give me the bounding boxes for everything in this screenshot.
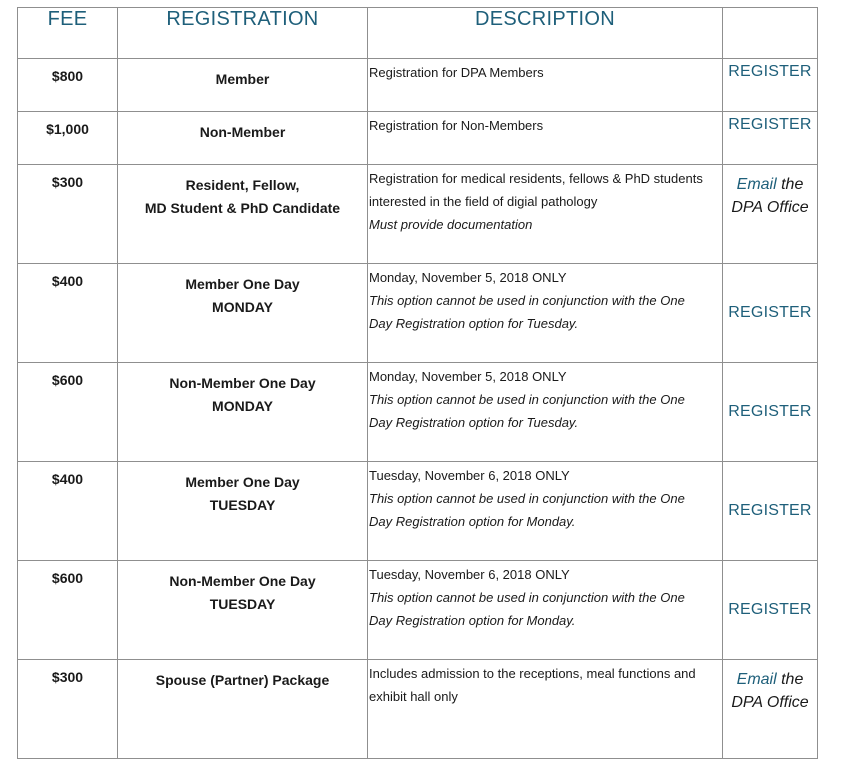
registration-type-line: Non-Member One Day xyxy=(169,573,316,589)
table-row xyxy=(18,59,818,112)
description-line: Tuesday, November 6, 2018 ONLY xyxy=(369,567,570,582)
registration-type-line: Spouse (Partner) Package xyxy=(155,672,330,688)
email-office: DPA Office xyxy=(731,694,809,711)
description-line: Registration for medical residents, fellows & PhD students xyxy=(369,171,703,186)
register-link[interactable]: REGISTER xyxy=(728,63,812,80)
register-link[interactable]: REGISTER xyxy=(728,116,812,133)
description-note: Day Registration option for Monday. xyxy=(369,613,576,628)
description-note: Must provide documentation xyxy=(369,217,533,232)
description-note: This option cannot be used in conjunction with the One xyxy=(369,293,685,308)
header-action xyxy=(723,8,818,59)
fee-cell: $400 xyxy=(18,264,118,363)
email-contact xyxy=(723,664,817,714)
table-row xyxy=(18,165,818,264)
registration-type-line: Resident, Fellow, xyxy=(185,177,300,193)
fee-cell: $600 xyxy=(18,561,118,660)
email-text: the xyxy=(776,671,804,688)
action-cell xyxy=(723,59,818,112)
table-row xyxy=(18,363,818,462)
registration-type-cell xyxy=(118,462,368,561)
action-cell xyxy=(723,660,818,759)
description-line: exhibit hall only xyxy=(369,689,458,704)
action-cell xyxy=(723,165,818,264)
description-line: Includes admission to the receptions, meal functions and xyxy=(369,666,696,681)
fee-cell: $300 xyxy=(18,165,118,264)
description-line: Registration for Non-Members xyxy=(369,118,544,133)
email-link[interactable]: Email xyxy=(736,176,777,193)
registration-type-cell xyxy=(118,59,368,112)
table-row xyxy=(18,264,818,363)
header-registration: REGISTRATION xyxy=(118,8,368,59)
description-note: This option cannot be used in conjunction with the One xyxy=(369,590,685,605)
registration-type-line: Member One Day xyxy=(185,474,300,490)
action-cell xyxy=(723,462,818,561)
description-line: Tuesday, November 6, 2018 ONLY xyxy=(369,468,570,483)
registration-type-line: MONDAY xyxy=(212,298,273,315)
action-cell xyxy=(723,561,818,660)
register-link[interactable]: REGISTER xyxy=(728,403,812,420)
registration-type-cell xyxy=(118,165,368,264)
registration-type-line: Non-Member One Day xyxy=(169,375,316,391)
description-note: This option cannot be used in conjunction with the One xyxy=(369,491,685,506)
registration-type-cell xyxy=(118,561,368,660)
description-note: This option cannot be used in conjunction with the One xyxy=(369,392,685,407)
description-cell xyxy=(368,165,723,264)
description-cell xyxy=(368,264,723,363)
description-line: Monday, November 5, 2018 ONLY xyxy=(369,369,567,384)
description-cell xyxy=(368,59,723,112)
register-link[interactable]: REGISTER xyxy=(728,502,812,519)
table-row xyxy=(18,660,818,759)
description-cell xyxy=(368,561,723,660)
description-cell xyxy=(368,363,723,462)
email-text: the xyxy=(776,176,804,193)
fee-cell: $600 xyxy=(18,363,118,462)
table-row xyxy=(18,561,818,660)
registration-type-line: Member One Day xyxy=(185,276,300,292)
description-line: Monday, November 5, 2018 ONLY xyxy=(369,270,567,285)
description-cell xyxy=(368,660,723,759)
description-cell xyxy=(368,462,723,561)
registration-type-line: Non-Member xyxy=(199,124,286,140)
fee-cell: $300 xyxy=(18,660,118,759)
registration-type-line: MONDAY xyxy=(212,397,273,414)
registration-type-line: TUESDAY xyxy=(209,496,276,513)
fee-cell: $800 xyxy=(18,59,118,112)
action-cell xyxy=(723,363,818,462)
header-description: DESCRIPTION xyxy=(368,8,723,59)
register-link[interactable]: REGISTER xyxy=(728,304,812,321)
description-line: Registration for DPA Members xyxy=(369,65,544,80)
registration-table xyxy=(17,7,818,759)
fee-cell: $400 xyxy=(18,462,118,561)
action-cell xyxy=(723,112,818,165)
registration-type-line: TUESDAY xyxy=(209,595,276,612)
description-note: Day Registration option for Monday. xyxy=(369,514,576,529)
registration-type-line: MD Student & PhD Candidate xyxy=(144,199,341,216)
table-row xyxy=(18,462,818,561)
email-office: DPA Office xyxy=(731,199,809,216)
table-row xyxy=(18,112,818,165)
fee-cell: $1,000 xyxy=(18,112,118,165)
registration-type-line: Member xyxy=(215,71,270,87)
register-link[interactable]: REGISTER xyxy=(728,601,812,618)
registration-type-cell xyxy=(118,363,368,462)
description-cell xyxy=(368,112,723,165)
registration-type-cell xyxy=(118,660,368,759)
action-cell xyxy=(723,264,818,363)
registration-type-cell xyxy=(118,112,368,165)
description-note: Day Registration option for Tuesday. xyxy=(369,415,579,430)
registration-type-cell xyxy=(118,264,368,363)
description-note: Day Registration option for Tuesday. xyxy=(369,316,579,331)
description-line: interested in the field of digial pathology xyxy=(369,194,598,209)
email-contact xyxy=(723,169,817,219)
header-row xyxy=(18,8,818,59)
email-link[interactable]: Email xyxy=(736,671,777,688)
header-fee: FEE xyxy=(18,8,118,59)
